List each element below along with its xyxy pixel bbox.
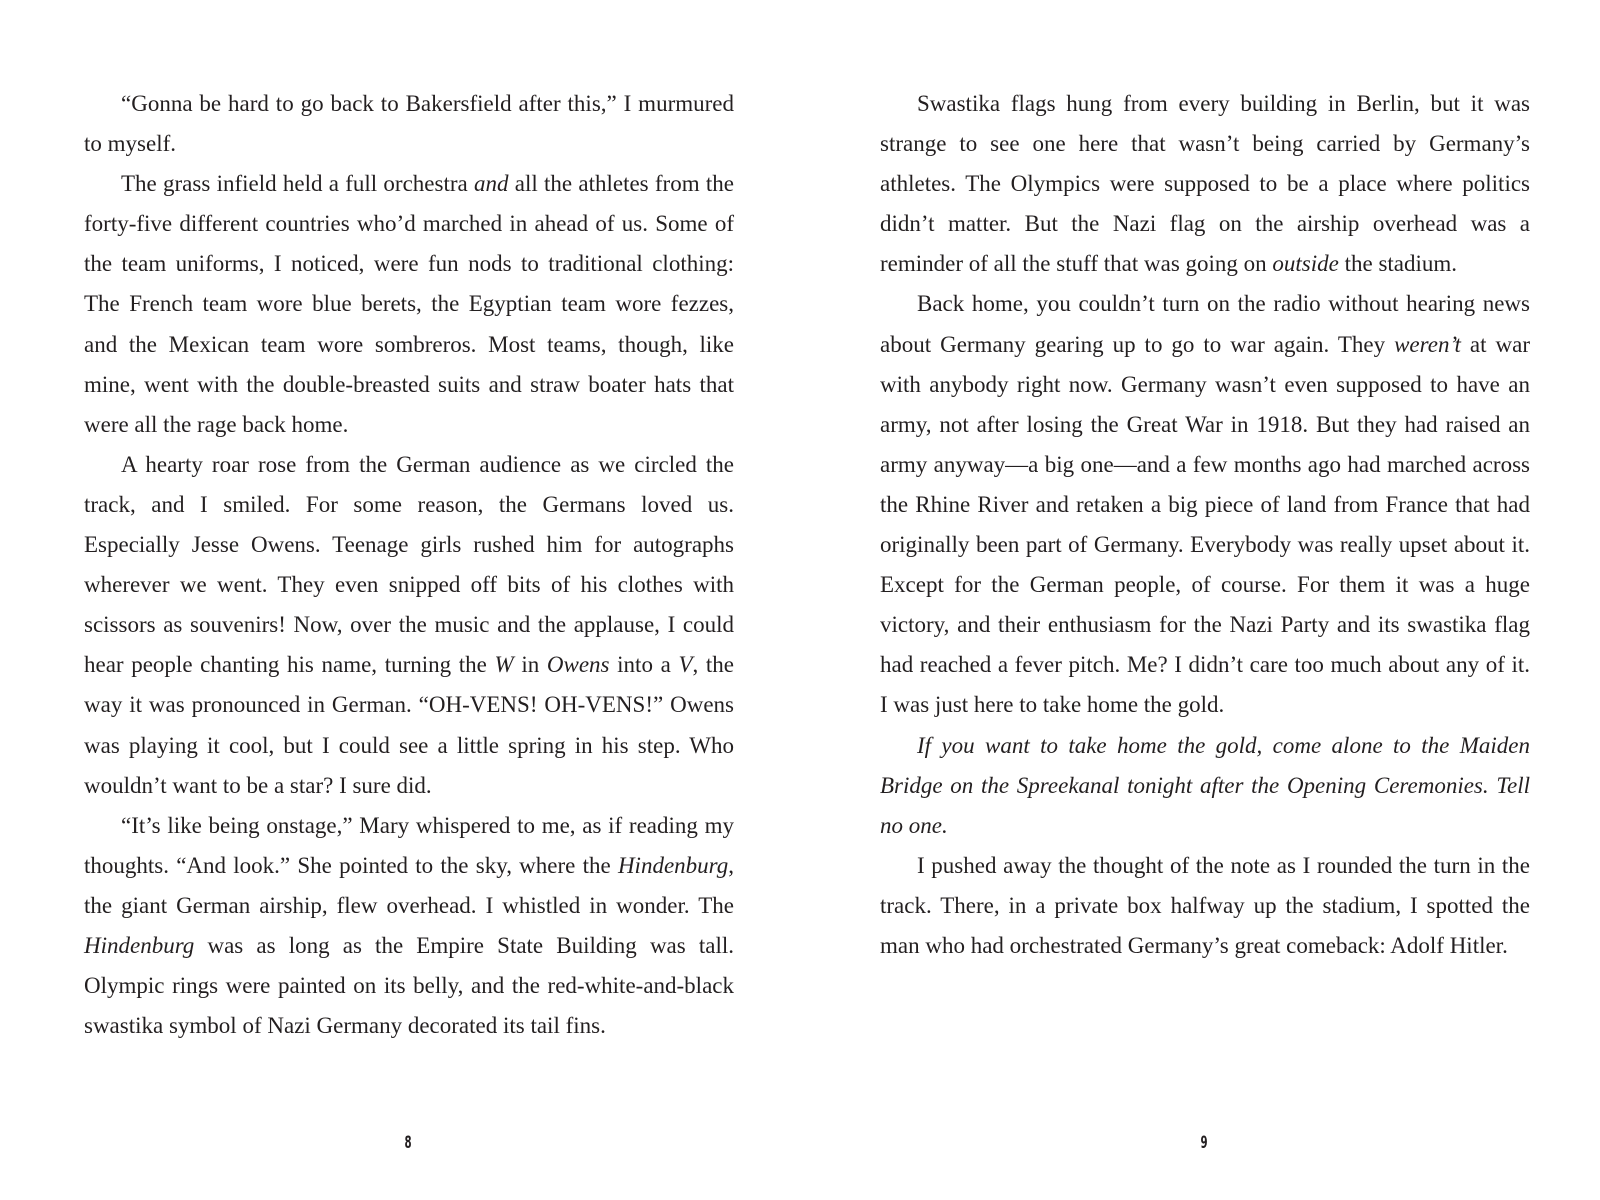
- paragraph: A hearty roar rose from the German audience as we circled the track, and I smiled. For some reason, the Germans loved us. Especially Jesse Owens. Teenage girls rushed him for autographs wherever we went. They even snipped off bits of his clothes with scissors as souvenirs! Now, over the music and the applause, I could hear people chanting his name, turning the W in Owens into a V, the way it was pronounced in German. “OH-VENS! OH-VENS!” Owens was playing it cool, but I could see a little spring in his step. Who wouldn’t want to be a star? I sure did.: [84, 451, 734, 798]
- paragraph: I pushed away the thought of the note as I rounded the turn in the track. There, in a private box halfway up the stadium, I spotted the man who had orchestrated Germany’s great comeback: Adolf Hitler.: [880, 852, 1530, 958]
- page-number-left: 8: [404, 1133, 412, 1153]
- paragraph: Back home, you couldn’t turn on the radio without hearing news about Germany gearing up to go to war again. They weren’t at war with anybody right now. Germany wasn’t even supposed to have an army, not after losing the Great War in 1918. But they had raised an army anyway—a big one—and a few months ago had marched across the Rhine River and retaken a big piece of land from France that had originally been part of Germany. Everybody was really upset about it. Except for the German people, of course. For them it was a huge victory, and their enthusiasm for the Nazi Party and its swastika flag had reached a fever pitch. Me? I didn’t care too much about any of it. I was just here to take home the gold.: [880, 291, 1530, 718]
- right-page-text: [880, 84, 1530, 966]
- left-page-text: [84, 84, 734, 1046]
- italic-note-paragraph: If you want to take home the gold, come alone to the Maiden Bridge on the Spreekanal tonight after the Opening Ceremonies. Tell no one.: [880, 732, 1530, 838]
- paragraph: The grass infield held a full orchestra and all the athletes from the forty-five different countries who’d marched in ahead of us. Some of the team uniforms, I noticed, were fun nods to traditional clothing: The French team wore blue berets, the Egyptian team wore fezzes, and the Mexican team wore sombreros. Most teams, though, like mine, went with the double-breasted suits and straw boater hats that were all the rage back home.: [84, 171, 734, 437]
- paragraph: “It’s like being onstage,” Mary whispered to me, as if reading my thoughts. “And look.” She pointed to the sky, where the Hindenburg, the giant German airship, flew overhead. I whistled in wonder. The Hindenburg was as long as the Empire State Building was tall. Olympic rings were painted on its belly, and the red-white-and-black swastika symbol of Nazi Germany decorated its tail fins.: [84, 812, 734, 1039]
- page-number-right: 9: [1200, 1133, 1208, 1153]
- paragraph: Swastika flags hung from every building in Berlin, but it was strange to see one here that wasn’t being carried by Germany’s athletes. The Olympics were supposed to be a place where politics didn’t matter. But the Nazi flag on the airship overhead was a reminder of all the stuff that was going on outside the stadium.: [880, 91, 1530, 277]
- paragraph: “Gonna be hard to go back to Bakersfield after this,” I murmured to myself.: [84, 91, 734, 157]
